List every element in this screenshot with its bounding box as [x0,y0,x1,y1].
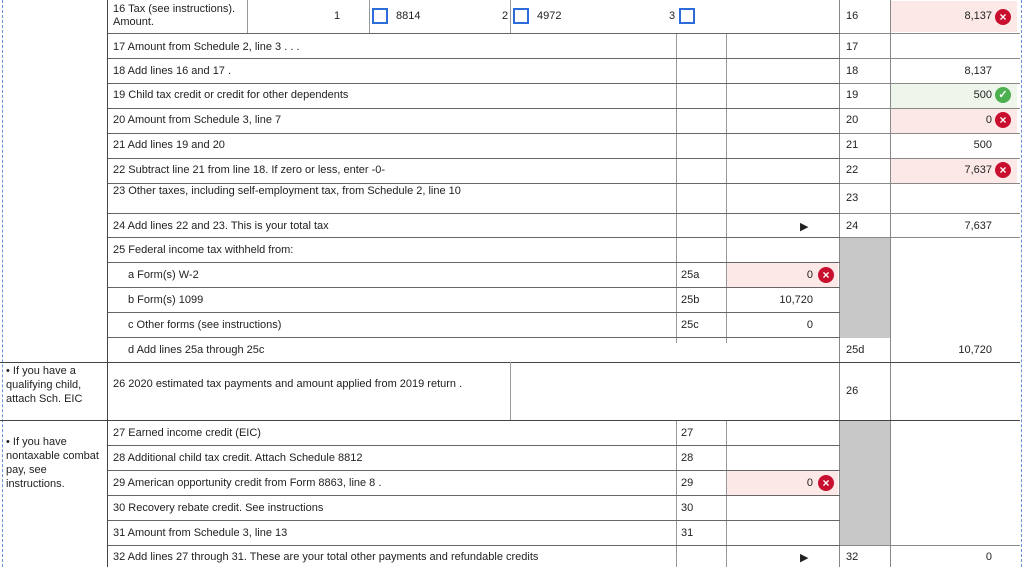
line16-label: 16 Tax (see instructions). Amount. [113,3,236,28]
row-rule [108,337,840,338]
line22-value[interactable]: 7,637 [964,164,992,176]
row-rule [108,108,840,109]
line18-code: 18 [846,65,859,77]
value-rule [840,33,1020,34]
line25d-value[interactable]: 10,720 [958,344,992,356]
x-circle-icon: × [818,267,834,283]
line30-code: 30 [681,502,694,514]
line25d-code: 25d [846,344,865,356]
line32-label: 32 Add lines 27 through 31. These are your total other payments and refundable credits [113,551,539,563]
shaded-block [840,238,890,338]
line20-value[interactable]: 0 [985,114,992,126]
line25a-label: a Form(s) W-2 [128,269,199,281]
value-rule [840,83,1020,84]
right-triangle-icon: ▶ [800,552,809,564]
right-dashed-border [1021,0,1022,567]
row-rule [108,83,840,84]
divider-left [107,0,108,567]
line16-divider-a [247,0,248,33]
right-triangle-icon: ▶ [800,221,809,233]
sidebar-note-combat: • If you have nontaxable combat pay, see instructions. [6,436,99,490]
sidebar-note-eic: • If you have a qualifying child, attach Sch. EIC [6,365,83,405]
shaded-block-2 [840,421,890,545]
line16-code: 16 [846,10,859,22]
value-rule [840,133,1020,134]
line16-opt1-checkbox[interactable] [372,8,388,24]
line20-label: 20 Amount from Schedule 3, line 7 [113,114,282,126]
line25b-label: b Form(s) 1099 [128,294,204,306]
line25c-label: c Other forms (see instructions) [128,319,282,331]
line26-label: 26 2020 estimated tax payments and amount applied from 2019 return . [113,378,463,390]
line21-value[interactable]: 500 [973,139,992,151]
divider-sub-value [726,33,727,343]
value-rule [840,183,1020,184]
row-rule [108,58,840,59]
line27-label: 27 Earned income credit (EIC) [113,427,261,439]
line27-code: 27 [681,427,694,439]
x-circle-icon: × [818,475,834,491]
line17-label: 17 Amount from Schedule 2, line 3 . . . [113,41,300,53]
line18-label: 18 Add lines 16 and 17 . [113,65,232,77]
line20-code: 20 [846,114,859,126]
divider-sub-code [676,33,677,343]
row-rule [108,545,840,546]
line29-label: 29 American opportunity credit from Form 8863, line 8 . [113,477,382,489]
line16-opt2-num: 2 [502,10,509,22]
line25d-label: d Add lines 25a through 25c [128,344,265,356]
value-rule [840,158,1020,159]
value-rule [840,213,1020,214]
x-circle-icon: × [995,112,1011,128]
line32-value[interactable]: 0 [985,551,992,563]
line28-code: 28 [681,452,694,464]
line25a-code: 25a [681,269,700,281]
line16-opt2-value: 4972 [537,10,562,22]
line31-code: 31 [681,527,694,539]
line25b-code: 25b [681,294,700,306]
line25-label: 25 Federal income tax withheld from: [113,244,294,256]
row-rule [108,520,840,521]
row-rule [108,213,840,214]
line24-value[interactable]: 7,637 [964,220,992,232]
line17-code: 17 [846,41,859,53]
line26-code: 26 [846,385,859,397]
line24-code: 24 [846,220,859,232]
row-rule [108,495,840,496]
row-rule [108,312,840,313]
check-circle-icon: ✓ [995,87,1011,103]
line25a-value[interactable]: 0 [806,269,813,281]
line16-opt3-checkbox[interactable] [679,8,695,24]
line18-value[interactable]: 8,137 [964,65,992,77]
row-rule [108,445,840,446]
left-dashed-border [2,0,3,567]
line23-label: 23 Other taxes, including self-employment tax, from Schedule 2, line 10 [113,185,461,197]
value-rule [840,108,1020,109]
row-rule [108,33,840,34]
line16-opt1-num: 1 [334,10,341,22]
line23-code: 23 [846,192,859,204]
line21-code: 21 [846,139,859,151]
row-rule [108,158,840,159]
line16-divider-c [510,0,511,33]
line19-label: 19 Child tax credit or credit for other dependents [113,89,349,101]
line16-opt1-value: 8814 [396,10,421,22]
value-rule [840,545,1020,546]
line28-label: 28 Additional child tax credit. Attach Schedule 8812 [113,452,363,464]
line16-opt2-checkbox[interactable] [513,8,529,24]
line31-label: 31 Amount from Schedule 3, line 13 [113,527,288,539]
row-rule [108,183,840,184]
line19-code: 19 [846,89,859,101]
line26-divider [510,362,511,420]
x-circle-icon: × [995,162,1011,178]
line30-label: 30 Recovery rebate credit. See instructions [113,502,324,514]
line22-label: 22 Subtract line 21 from line 18. If zero or less, enter -0- [113,164,386,176]
line25b-value[interactable]: 10,720 [779,294,813,306]
line25c-value[interactable]: 0 [806,319,813,331]
x-circle-icon: × [995,9,1011,25]
row-rule [108,133,840,134]
line29-code: 29 [681,477,694,489]
line29-value[interactable]: 0 [806,477,813,489]
value-rule [840,237,1020,238]
line25c-code: 25c [681,319,699,331]
line16-opt3-num: 3 [669,10,676,22]
line24-label: 24 Add lines 22 and 23. This is your total tax [113,220,329,232]
line16-value[interactable]: 8,137 [964,10,992,22]
line16-divider-b [369,0,370,33]
line22-code: 22 [846,164,859,176]
row-rule [108,237,840,238]
row-rule [108,287,840,288]
line19-value[interactable]: 500 [973,89,992,101]
line32-code: 32 [846,551,859,563]
value-rule [840,58,1020,59]
line21-label: 21 Add lines 19 and 20 [113,139,225,151]
